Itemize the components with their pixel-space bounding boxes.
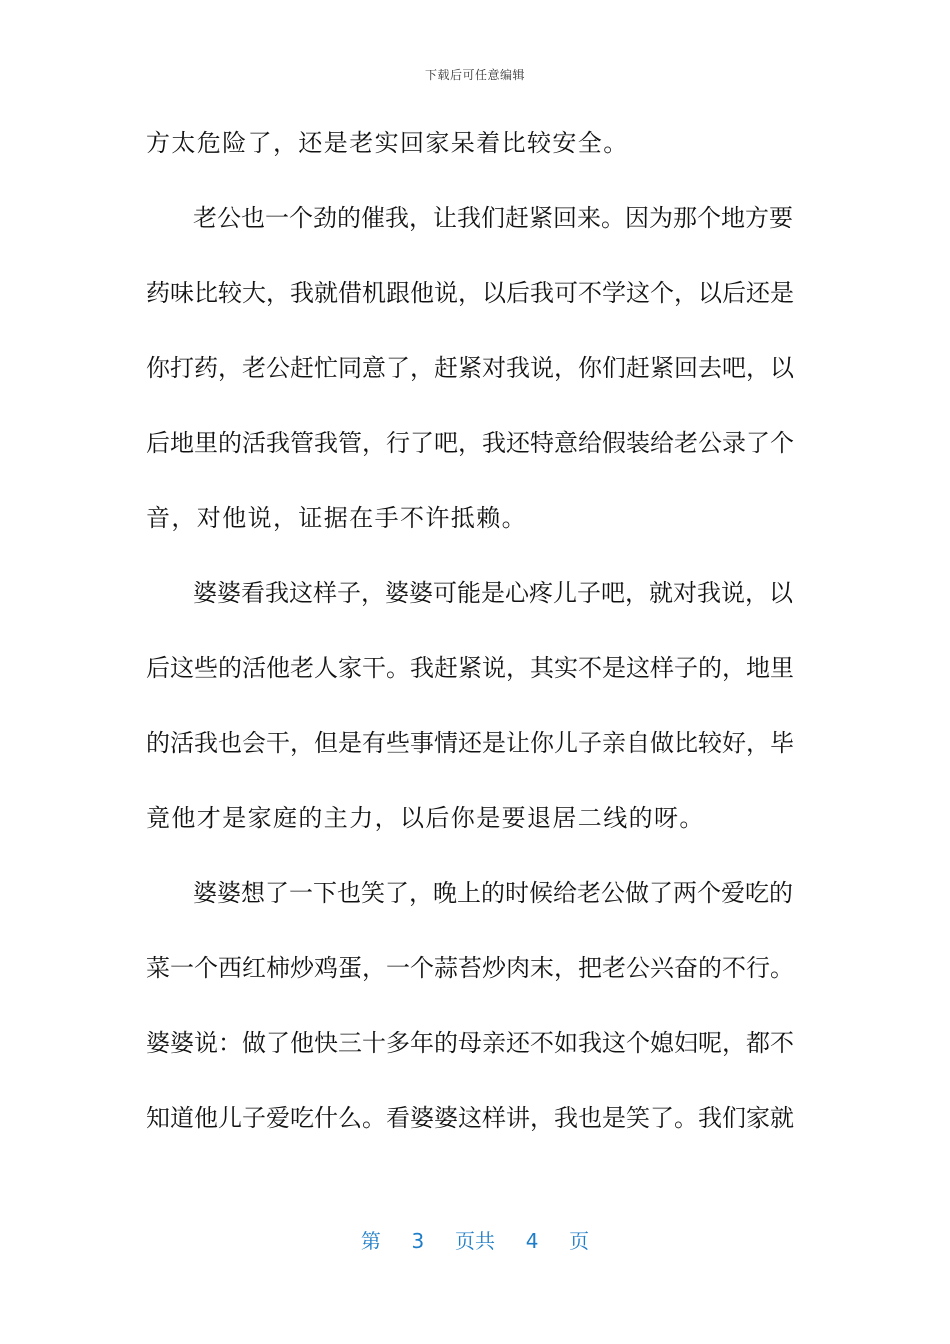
paragraph-line: 药味比较大，我就借机跟他说，以后我可不学这个，以后还是 — [146, 279, 794, 307]
paragraph-line: 音，对他说，证据在手不许抵赖。 — [146, 504, 527, 532]
paragraph-line: 菜一个西红柿炒鸡蛋，一个蒜苔炒肉末，把老公兴奋的不行。 — [146, 954, 794, 982]
total-pages-number: 4 — [525, 1229, 539, 1253]
paragraph-line: 后地里的活我管我管，行了吧，我还特意给假装给老公录了个 — [146, 429, 794, 457]
header-note: 下载后可任意编辑 — [424, 68, 525, 82]
paragraph-line: 老公也一个劲的催我，让我们赶紧回来。因为那个地方要 — [193, 204, 793, 232]
paragraph-line: 婆婆看我这样子，婆婆可能是心疼儿子吧，就对我说，以 — [193, 579, 793, 607]
paragraph-line: 竟他才是家庭的主力，以后你是要退居二线的呀。 — [146, 804, 705, 832]
page-footer — [0, 1225, 950, 1254]
paragraph-line: 方太危险了，还是老实回家呆着比较安全。 — [146, 129, 629, 157]
current-page-number: 3 — [411, 1229, 425, 1253]
paragraph-line: 婆婆想了一下也笑了，晚上的时候给老公做了两个爱吃的 — [193, 879, 793, 907]
paragraph-line: 的活我也会干，但是有些事情还是让你儿子亲自做比较好，毕 — [146, 729, 794, 757]
paragraph-line: 后这些的活他老人家干。我赶紧说，其实不是这样子的，地里 — [146, 654, 794, 682]
paragraph-line: 你打药，老公赶忙同意了，赶紧对我说，你们赶紧回去吧，以 — [146, 354, 794, 382]
document-body — [146, 125, 794, 1175]
page-label-prefix: 第 — [360, 1229, 381, 1253]
page-label-mid: 页共 — [455, 1229, 495, 1253]
paragraph-line: 知道他儿子爱吃什么。看婆婆这样讲，我也是笑了。我们家就 — [146, 1104, 794, 1132]
paragraph-line: 婆婆说：做了他快三十多年的母亲还不如我这个媳妇呢，都不 — [146, 1029, 794, 1057]
page-label-suffix: 页 — [569, 1229, 590, 1253]
